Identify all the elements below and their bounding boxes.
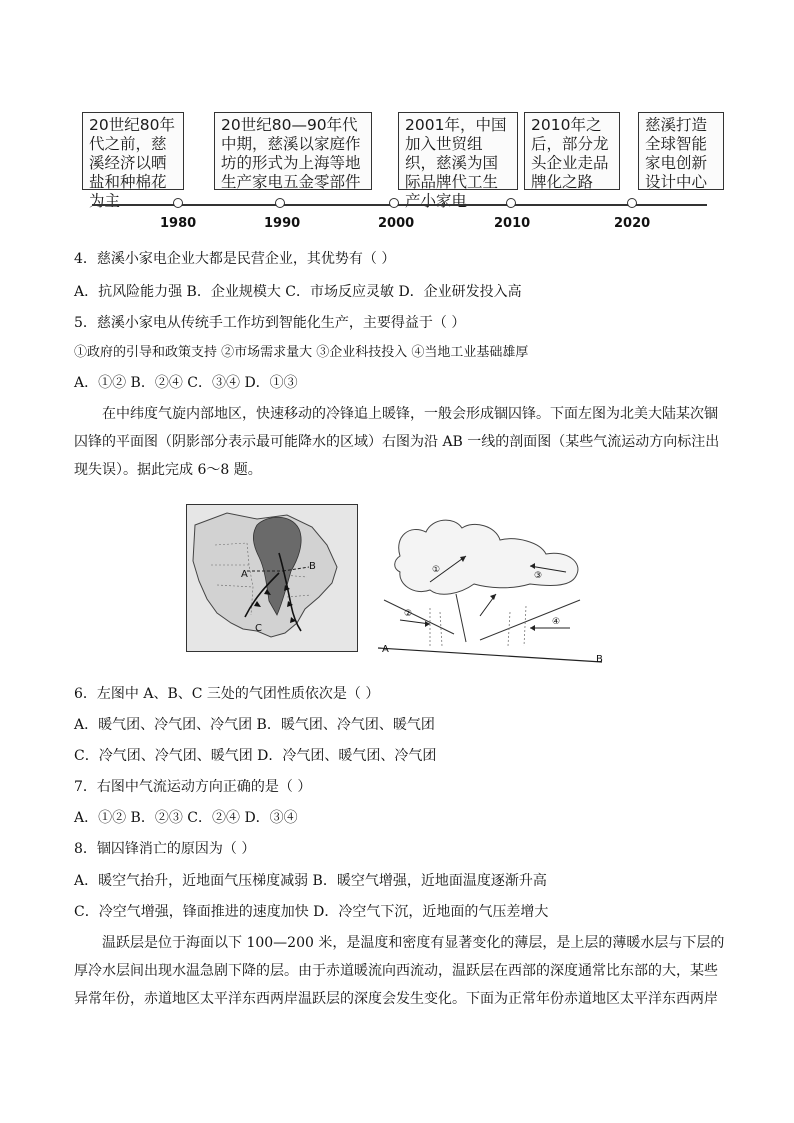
question-8-stem: 8．锢囚锋消亡的原因为（ ） (74, 841, 256, 857)
timeline-axis (92, 204, 707, 206)
question-4-options: A．抗风险能力强 B．企业规模大 C．市场反应灵敏 D．企业研发投入高 (74, 284, 522, 300)
timeline-box-2000: 2001年，中国加入世贸组织，慈溪为国际品牌代工生产小家电 (398, 112, 518, 190)
timeline-dot (627, 198, 637, 208)
question-5-items: ①政府的引导和政策支持 ②市场需求量大 ③企业科技投入 ④当地工业基础雄厚 (74, 345, 529, 360)
timeline-box-1980: 20世纪80年代之前，慈溪经济以晒盐和种棉花为主 (82, 112, 184, 190)
map-label-c: C (255, 623, 262, 634)
arrow-label-3: ③ (534, 571, 543, 581)
arrow-label-4: ④ (552, 617, 561, 627)
timeline-box-2020: 慈溪打造全球智能家电创新设计中心 (638, 112, 724, 190)
timeline-dot (275, 198, 285, 208)
timeline-year: 1990 (264, 216, 301, 231)
occluded-front-map (186, 504, 358, 652)
question-5-options: A．①② B．②④ C．③④ D．①③ (74, 375, 298, 391)
question-6-stem: 6．左图中 A、B、C 三处的气团性质依次是（ ） (74, 686, 380, 702)
timeline-dot (389, 198, 399, 208)
map-svg (187, 505, 357, 651)
timeline-year: 2000 (378, 216, 415, 231)
timeline-year: 1980 (160, 216, 197, 231)
section-label-b: B (596, 654, 603, 664)
section-label-a: A (382, 644, 389, 655)
timeline-year: 2010 (494, 216, 531, 231)
question-4-stem: 4．慈溪小家电企业大都是民营企业，其优势有（ ） (74, 251, 396, 267)
timeline-box-1990: 20世纪80—90年代中期，慈溪以家庭作坊的形式为上海等地生产家电五金零部件 (214, 112, 372, 190)
map-label-a: A (241, 569, 248, 580)
question-7-options: A．①② B．②③ C．②④ D．③④ (74, 810, 298, 826)
question-7-stem: 7．右图中气流运动方向正确的是（ ） (74, 779, 312, 795)
question-5-stem: 5．慈溪小家电从传统手工作坊到智能化生产，主要得益于（ ） (74, 315, 466, 331)
question-6-options-line2: C．冷气团、冷气团、暖气团 D．冷气团、暖气团、冷气团 (74, 748, 437, 764)
passage-thermocline: 温跃层是位于海面以下 100—200 米，是温度和密度有显著变化的薄层，是上层的薄暖水层与下层的厚冷水层间出现水温急剧下降的层。由于赤道暖流向西流动，温跃层在西部的深度通常比东部的大，某些异常年份，赤道地区太平洋东西两岸温跃层的深度会发生变化。下面为正常年份赤道地区太平洋东西两岸 (74, 935, 725, 1007)
timeline-dot (173, 198, 183, 208)
cross-section-svg (370, 496, 610, 664)
question-6-options-line1: A．暖气团、冷气团、冷气团 B．暖气团、冷气团、暖气团 (74, 717, 435, 733)
timeline-box-2010: 2010年之后，部分龙头企业走品牌化之路 (524, 112, 620, 190)
timeline-dot (506, 198, 516, 208)
cross-section-diagram (370, 496, 610, 664)
passage-occluded-front: 在中纬度气旋内部地区，快速移动的冷锋追上暖锋，一般会形成锢囚锋。下面左图为北美大陆某次锢囚锋的平面图（阴影部分表示最可能降水的区域）右图为沿 AB 一线的剖面图（某些气流运动方向标注出现失误）。据此完成 6～8 题。 (74, 406, 720, 478)
map-label-b: B (309, 561, 316, 572)
question-8-options-line2: C．冷空气增强，锋面推进的速度加快 D．冷空气下沉，近地面的气压差增大 (74, 904, 549, 920)
timeline-year: 2020 (614, 216, 651, 231)
arrow-label-2: ② (404, 609, 413, 619)
arrow-label-1: ① (432, 565, 441, 575)
question-8-options-line1: A．暖空气抬升，近地面气压梯度减弱 B．暖空气增强，近地面温度逐渐升高 (74, 873, 547, 889)
